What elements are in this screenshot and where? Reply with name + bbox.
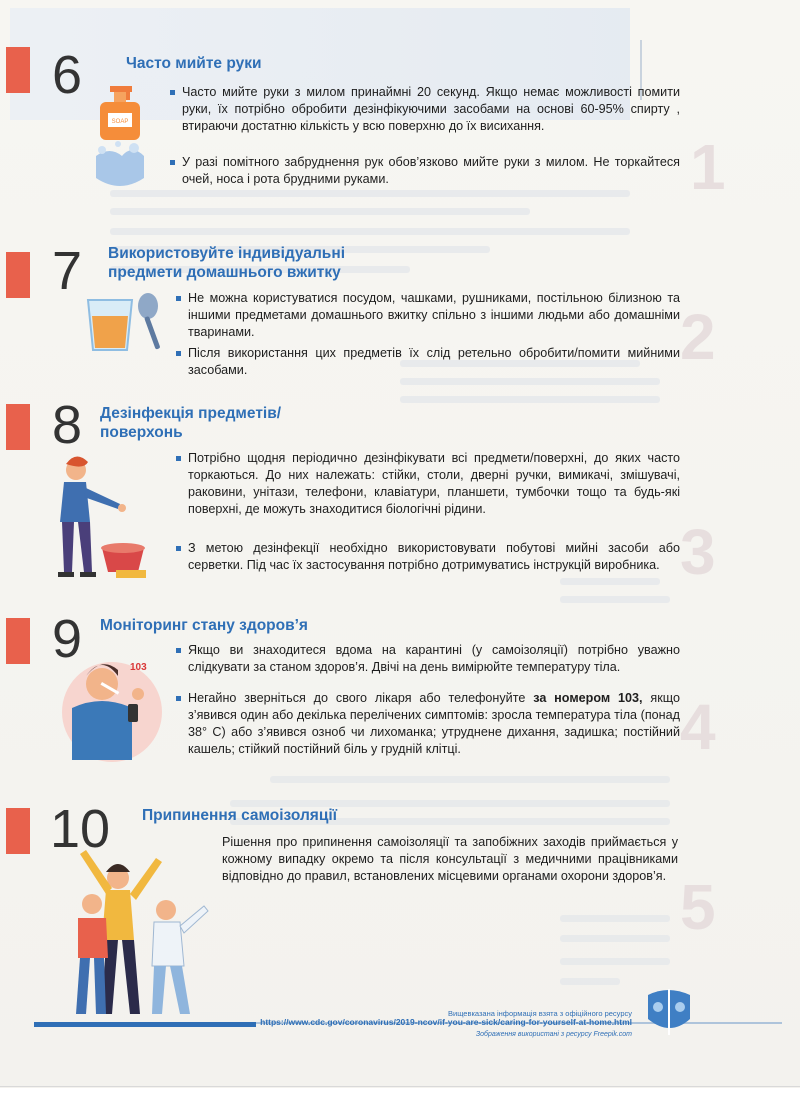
section-8-bullet: З метою дезінфекції необхідно використовувати побутові мийні засоби або серветки. Під час їх застосування потрібно дотримуватись інструкцій виробника. [176, 540, 680, 574]
bleed-through-mark: 1 [690, 131, 726, 203]
section-7-title-line: Використовуйте індивідуальні [108, 245, 346, 262]
cleaning-woman-icon [46, 452, 156, 584]
section-10-title: Припинення самоізоляції [142, 807, 338, 824]
scan-edge-line [0, 1086, 800, 1087]
bleed-through-mark: 2 [680, 301, 716, 373]
section-9-number: 9 [52, 609, 83, 669]
section-7-number: 7 [52, 241, 83, 301]
section-8-title [100, 404, 281, 442]
emergency-number: за номером 103, [533, 691, 643, 705]
section-6-title: Часто мийте руки [126, 55, 262, 72]
section-7-bullet: Після використання цих предметів їх слід ретельно обробити/помити мийними засобами. [176, 345, 680, 379]
section-6-marker [6, 47, 30, 93]
section-7-title-line: предмети домашнього вжитку [108, 264, 341, 281]
bleed-through-mark: 5 [680, 871, 716, 943]
section-9-marker [6, 618, 30, 664]
footer-divider [222, 1022, 782, 1024]
celebrating-people-icon [70, 848, 210, 1024]
section-7-marker [6, 252, 30, 298]
section-6-bullet: Часто мийте руки з милом принаймні 20 секунд. Якщо немає можливості помити руки, їх потрібно обробити дезінфікуючими засобами на основі 60-95% спирту , втираючи достатню кількість у всю поверхню до їх висихання. [170, 84, 680, 135]
section-9-title: Моніторинг стану здоров’я [100, 617, 308, 634]
section-8-marker [6, 404, 30, 450]
footer-accent-bar [34, 1022, 256, 1027]
phone-number-badge: 103 [130, 662, 147, 673]
source-link[interactable]: https://www.cdc.gov/coronavirus/2019-ncov/if-you-are-sick/caring-for-yourself-at-home.html [260, 1017, 632, 1027]
section-10-text: Рішення про припинення самоізоляції та запобіжних заходів приймається у кожному випадку окремо та після консультації з медичними працівниками відповідно до правил, встановлених місцевими органами охорони здоров’я. [222, 835, 678, 883]
section-8-title-line: поверхонь [100, 424, 183, 441]
cup-and-spoon-icon [84, 290, 168, 356]
section-8-number: 8 [52, 395, 83, 455]
section-9-bullet [176, 690, 680, 758]
soap-dispenser-icon [88, 86, 150, 196]
organization-logo-icon [640, 985, 698, 1045]
section-8-bullet: Потрібно щодня періодично дезінфікувати всі предмети/поверхні, до яких часто торкаються. До них належать: стійки, столи, дверні ручки, вимикачі, змішувачі, раковини, унітази, телефони, клавіатури, планшети, тумбочки тощо та будь-які поверхні, де можуть знаходитися біологічні рідини. [176, 450, 680, 518]
sick-man-phone-icon [58, 648, 170, 772]
bleed-through-mark: 4 [680, 691, 716, 763]
section-7-bullet: Не можна користуватися посудом, чашками, рушниками, постільною білизною та іншими предметами домашнього вжитку спільно з іншими людьми або домашніми тваринами. [176, 290, 680, 341]
section-7-title [108, 244, 345, 282]
section-9-bullet: Якщо ви знаходитеся вдома на карантині (у самоізоляції) потрібно уважно слідкувати за станом здоров’я. Двічі на день вимірюйте температуру тіла. [176, 642, 680, 676]
scan-edge [0, 1088, 800, 1101]
section-9-bullet-text: Негайно зверніться до свого лікаря або телефонуйте [188, 691, 534, 705]
bleed-through-mark: 3 [680, 516, 716, 588]
source-note: Вищевказана інформація взята з офіційного ресурсу [448, 1009, 632, 1018]
section-10-marker [6, 808, 30, 854]
svg-text:SOAP: SOAP [111, 119, 129, 125]
section-10-number: 10 [50, 799, 111, 859]
section-8-title-line: Дезінфекція предметів/ [100, 405, 282, 422]
section-9-bullet-text: якщо з’явився один або декілька перелічених симптомів: зросла температура тіла (понад 38° С) або з’явився озноб чи лихоманка; утруднене дихання, задишка; постійний кашель; стійкий постійний біль у грудній клітці. [188, 691, 680, 756]
section-6-number: 6 [52, 45, 83, 105]
images-credit: Зображення використані з ресурсу Freepik.com [475, 1031, 632, 1038]
section-6-bullet: У разі помітного забруднення рук обов’язково мийте руки з милом. Не торкайтеся очей, носа і рота брудними руками. [170, 154, 680, 188]
